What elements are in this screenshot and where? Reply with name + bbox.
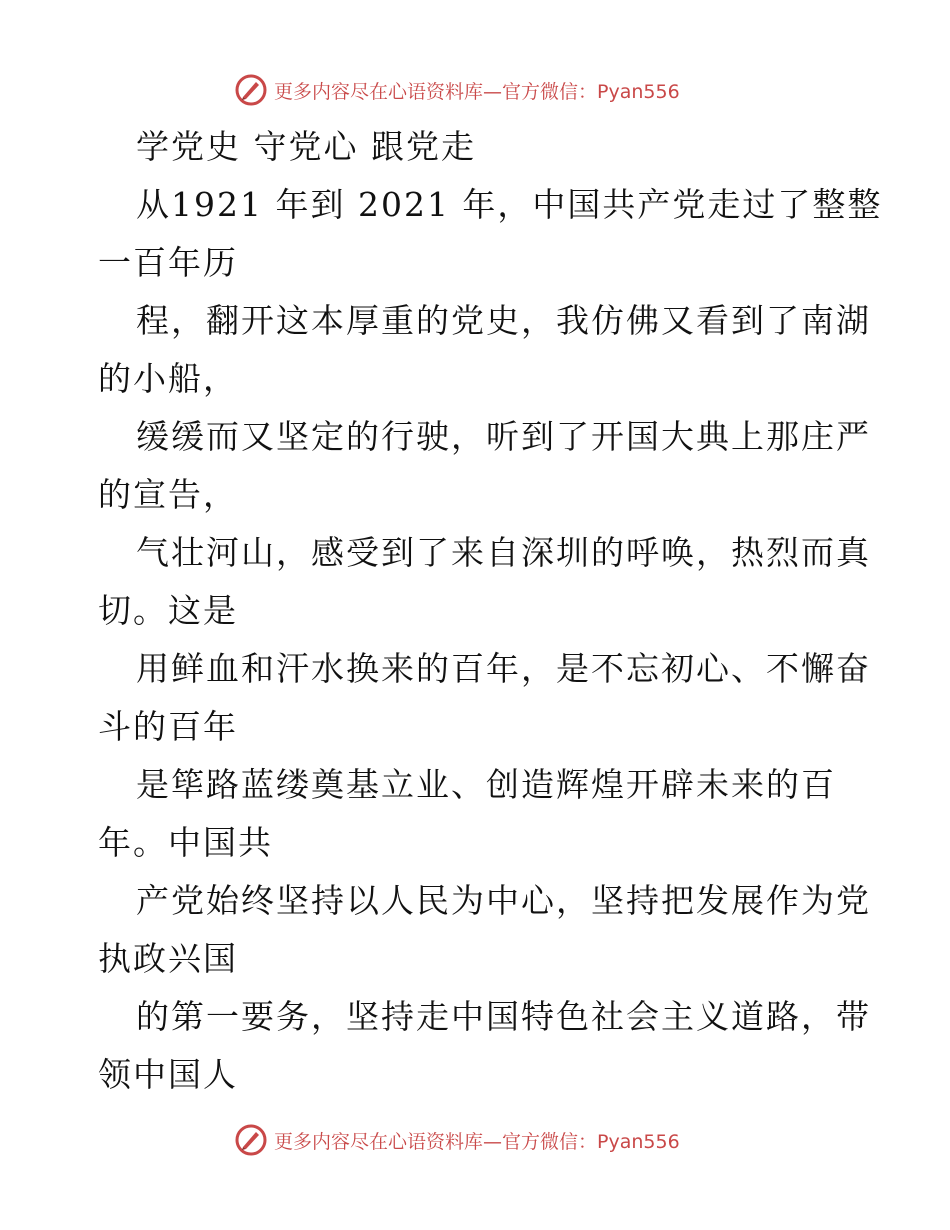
text-line: 领中国人 <box>98 1055 238 1094</box>
text-line: 是筚路蓝缕奠基立业、创造辉煌开辟未来的百 <box>136 765 836 804</box>
text-line: 的小船， <box>98 359 238 398</box>
text-line: 年。中国共 <box>98 823 273 862</box>
text-line: 的宣告， <box>98 475 238 514</box>
text-line: 气壮河山，感受到了来自深圳的呼唤，热烈而真 <box>136 533 871 572</box>
text-line: 切。这是 <box>98 591 238 630</box>
header-watermark <box>234 72 714 108</box>
text-line: 执政兴国 <box>98 939 238 978</box>
text-line: 用鲜血和汗水换来的百年，是不忘初心、不懈奋 <box>136 649 871 688</box>
text-line: 的第一要务，坚持走中国特色社会主义道路，带 <box>136 997 871 1036</box>
footer-watermark <box>234 1122 714 1158</box>
text-line: 一百年历 <box>98 243 238 282</box>
text-line: 斗的百年 <box>98 707 238 746</box>
text-line: 产党始终坚持以人民为中心，坚持把发展作为党 <box>136 881 871 920</box>
text-line: 程，翻开这本厚重的党史，我仿佛又看到了南湖 <box>136 301 871 340</box>
text-line: 学党史 守党心 跟党走 <box>136 127 476 166</box>
watermark-text: 更多内容尽在心语资料库—官方微信：Pyan556 <box>274 80 680 103</box>
document-body <box>98 118 883 1104</box>
quill-logo-icon <box>234 1123 268 1157</box>
watermark-text: 更多内容尽在心语资料库—官方微信：Pyan556 <box>274 1130 680 1153</box>
text-line: 缓缓而又坚定的行驶，听到了开国大典上那庄严 <box>136 417 871 456</box>
quill-logo-icon <box>234 73 268 107</box>
text-line: 从1921 年到 2021 年，中国共产党走过了整整 <box>136 185 883 224</box>
